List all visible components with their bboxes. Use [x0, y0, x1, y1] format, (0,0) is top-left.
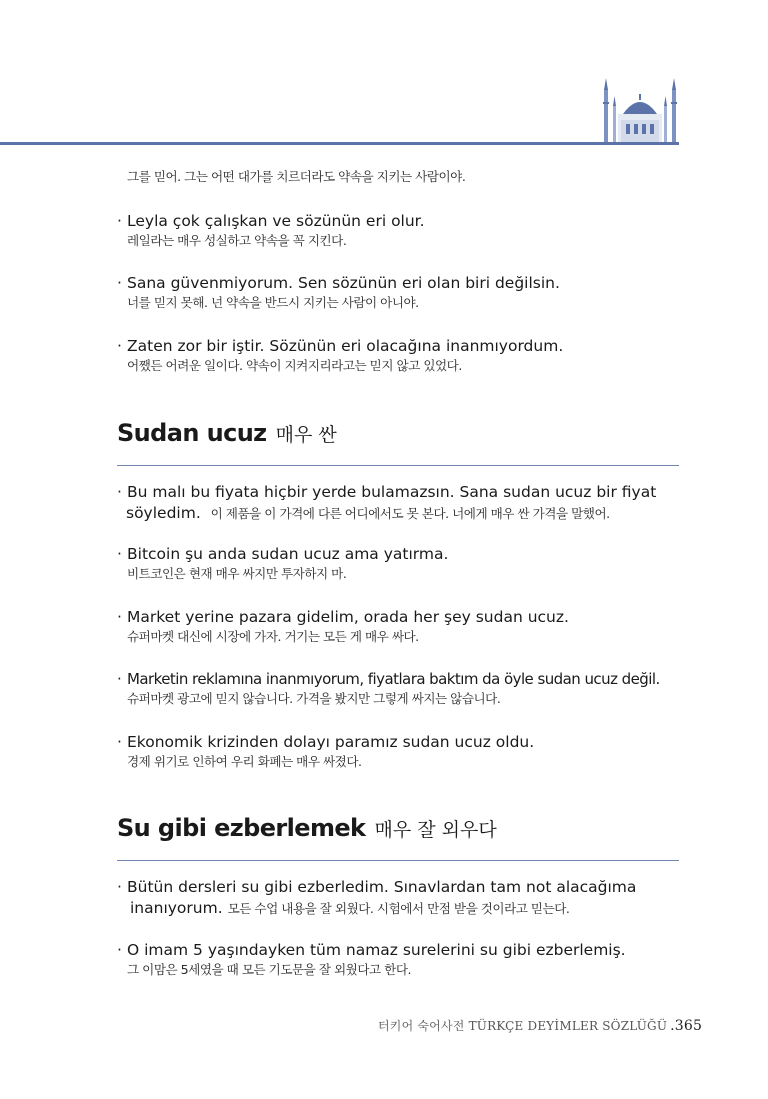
idiom-title-tr: Su gibi ezberlemek: [117, 814, 366, 842]
translation-ko: 슈퍼마켓 광고에 믿지 않습니다. 가격을 봤지만 그렇게 싸지는 않습니다.: [127, 691, 501, 706]
idiom-title-ko: 매우 싼: [275, 424, 337, 446]
sentence-tr: Bu malı bu fiyata hiçbir yerde bulamazsın. Sana sudan ucuz bir fiyat: [127, 483, 657, 501]
list-item: · Leyla çok çalışkan ve sözünün eri olur. 레일라는 매우 성실하고 약속을 꼭 지킨다.: [117, 211, 687, 250]
list-item: · O imam 5 yaşındayken tüm namaz surelerini su gibi ezberlemiş. 그 이맘은 5세였을 때 모든 기도문을 잘 외웠다고 한다.: [117, 940, 687, 979]
idiom-title-tr: Sudan ucuz: [117, 419, 267, 447]
page-footer: [378, 1017, 702, 1034]
list-item: · Market yerine pazara gidelim, orada her şey sudan ucuz. 슈퍼마켓 대신에 시장에 가자. 거기는 모든 게 매우 싸다.: [117, 607, 687, 646]
list-item: · Bitcoin şu anda sudan ucuz ama yatırma. 비트코인은 현재 매우 싸지만 투자하지 마.: [117, 544, 687, 583]
list-item: · Sana güvenmiyorum. Sen sözünün eri olan biri değilsin. 너를 믿지 못해. 넌 약속을 반드시 지키는 사람이 아니야.: [117, 273, 687, 312]
idiom-title-ko: 매우 잘 외우다: [374, 819, 497, 841]
sentence-tr: Sana güvenmiyorum. Sen sözünün eri olan biri değilsin.: [127, 274, 560, 292]
list-item: · Bu malı bu fiyata hiçbir yerde bulamazsın. Sana sudan ucuz bir fiyat söyledim. 이 제품을 이 가격에 다른 어디에서도 못 본다. 너에게 매우 싼 가격을 말했어.: [117, 483, 657, 522]
mosque-icon: [599, 76, 681, 144]
top-continuation: [117, 168, 687, 186]
header-rule: [0, 142, 679, 145]
translation-ko: 너를 믿지 못해. 넌 약속을 반드시 지키는 사람이 아니야.: [127, 295, 419, 310]
sentence-tr: Marketin reklamına inanmıyorum, fiyatlara baktım da öyle sudan ucuz değil.: [127, 670, 660, 688]
translation-ko: 그를 믿어. 그는 어떤 대가를 치르더라도 약속을 지키는 사람이야.: [127, 169, 466, 184]
section-heading: [117, 814, 497, 842]
sentence-tr-cont: inanıyorum.: [130, 899, 223, 917]
translation-ko: 이 제품을 이 가격에 다른 어디에서도 못 본다. 너에게 매우 싼 가격을 말했어.: [210, 506, 610, 521]
list-item: · Zaten zor bir iştir. Sözünün eri olacağına inanmıyordum. 어쨌든 어려운 일이다. 약속이 지켜지리라고는 믿지 않고 있었다.: [117, 336, 687, 375]
sentence-tr: Bitcoin şu anda sudan ucuz ama yatırma.: [127, 545, 449, 563]
section-rule: [117, 465, 679, 466]
translation-ko: 경제 위기로 인하여 우리 화폐는 매우 싸졌다.: [127, 754, 362, 769]
page-number: .365: [670, 1018, 703, 1034]
list-item: · Ekonomik krizinden dolayı paramız sudan ucuz oldu. 경제 위기로 인하여 우리 화폐는 매우 싸졌다.: [117, 732, 687, 771]
translation-ko: 레일라는 매우 성실하고 약속을 꼭 지킨다.: [127, 233, 347, 248]
footer-title: 터키어 숙어사전 TÜRKÇE DEYİMLER SÖZLÜĞÜ: [378, 1019, 668, 1033]
list-item: · Marketin reklamına inanmıyorum, fiyatlara baktım da öyle sudan ucuz değil. 슈퍼마켓 광고에 믿지 않습니다. 가격을 봤지만 그렇게 싸지는 않습니다.: [117, 669, 687, 708]
translation-ko: 그 이맘은 5세였을 때 모든 기도문을 잘 외웠다고 한다.: [127, 962, 412, 977]
list-item: · Bütün dersleri su gibi ezberledim. Sınavlardan tam not alacağıma inanıyorum. 모든 수업 내용을 잘 외웠다. 시험에서 만점 받을 것이라고 믿는다.: [117, 878, 637, 917]
sentence-tr: Ekonomik krizinden dolayı paramız sudan ucuz oldu.: [127, 733, 535, 751]
section-rule: [117, 860, 679, 861]
sentence-tr: Leyla çok çalışkan ve sözünün eri olur.: [127, 212, 425, 230]
sentence-tr: Zaten zor bir iştir. Sözünün eri olacağına inanmıyordum.: [127, 337, 564, 355]
translation-ko: 모든 수업 내용을 잘 외웠다. 시험에서 만점 받을 것이라고 믿는다.: [227, 901, 570, 916]
sentence-tr: Bütün dersleri su gibi ezberledim. Sınavlardan tam not alacağıma: [127, 878, 637, 896]
translation-ko: 어쨌든 어려운 일이다. 약속이 지켜지리라고는 믿지 않고 있었다.: [127, 358, 462, 373]
sentence-tr: Market yerine pazara gidelim, orada her şey sudan ucuz.: [127, 608, 569, 626]
translation-ko: 비트코인은 현재 매우 싸지만 투자하지 마.: [127, 566, 347, 581]
sentence-tr: O imam 5 yaşındayken tüm namaz surelerini su gibi ezberlemiş.: [127, 941, 626, 959]
section-heading: [117, 419, 337, 447]
sentence-tr-cont: söyledim.: [126, 504, 201, 522]
translation-ko: 슈퍼마켓 대신에 시장에 가자. 거기는 모든 게 매우 싸다.: [127, 629, 419, 644]
